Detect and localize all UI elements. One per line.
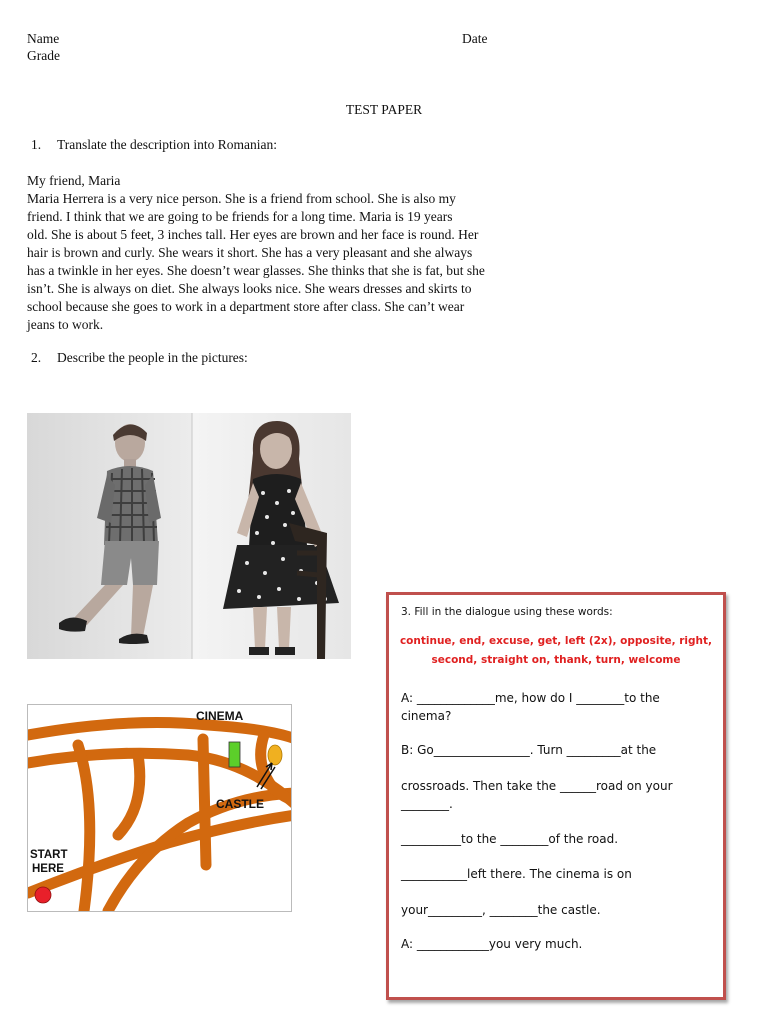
name-label: Name: [27, 31, 60, 46]
date-label: Date: [462, 31, 488, 46]
question-number: 2.: [31, 350, 42, 365]
story-line: Maria Herrera is a very nice person. She is a friend from school. She is also my: [27, 191, 456, 206]
cinema-label: CINEMA: [196, 709, 244, 723]
people-photo: [27, 413, 351, 659]
map-road: [203, 739, 206, 865]
start-label: START: [30, 849, 68, 861]
story-title: My friend, Maria: [27, 173, 121, 188]
cinema-marker: [229, 742, 240, 767]
dialogue-line: cinema?: [401, 709, 452, 723]
question-2: [31, 349, 248, 367]
start-marker: [35, 887, 51, 903]
dialogue-line: B: Go________________. Turn _________at the: [401, 743, 657, 757]
map-road: [28, 723, 291, 739]
here-label: HERE: [32, 863, 64, 875]
castle-label: CASTLE: [216, 797, 264, 811]
dialogue-line: A: _____________me, how do I ________to the: [401, 691, 660, 705]
exercise-title: 3. Fill in the dialogue using these words:: [401, 606, 613, 618]
story-line: old. She is about 5 feet, 3 inches tall. Her eyes are brown and her face is round. Her: [27, 227, 479, 242]
story-line: school because she goes to work in a department store after class. She can’t wear: [27, 299, 465, 314]
story-body: [27, 190, 542, 334]
dialogue-line: ________.: [401, 797, 453, 811]
grade-label: Grade: [27, 48, 60, 63]
map-road: [118, 755, 140, 835]
story-line: friend. I think that we are going to be friends for a long time. Maria is 19 years: [27, 209, 453, 224]
castle-marker: [268, 745, 282, 765]
dialogue-line: A: ____________you very much.: [401, 937, 583, 951]
page-title: TEST PAPER: [345, 102, 423, 117]
town-map: [27, 704, 292, 912]
question-text: Translate the description into Romanian:: [57, 137, 277, 152]
story-line: hair is brown and curly. She wears it short. She has a very pleasant and she always: [27, 245, 473, 260]
exercise-3-box: [386, 592, 726, 1000]
story-line: isn’t. She is always on diet. She always looks nice. She wears dresses and skirts to: [27, 281, 472, 296]
dialogue-line: your_________, ________the castle.: [401, 903, 601, 917]
dialogue-line: crossroads. Then take the ______road on your: [401, 779, 673, 793]
dialogue-line: __________to the ________of the road.: [401, 832, 619, 846]
word-bank: [399, 632, 713, 670]
word-bank-line: second, straight on, thank, turn, welcome: [431, 654, 681, 666]
story-line: has a twinkle in her eyes. She doesn’t wear glasses. She thinks that she is fat, but she: [27, 263, 485, 278]
question-number: 1.: [31, 137, 42, 152]
story-line: jeans to work.: [27, 317, 104, 332]
map-road: [78, 745, 90, 911]
dialogue-line: ___________left there. The cinema is on: [401, 867, 632, 881]
question-text: Describe the people in the pictures:: [57, 350, 248, 365]
question-1: [31, 136, 277, 154]
word-bank-line: continue, end, excuse, get, left (2x), opposite, right,: [399, 635, 713, 647]
